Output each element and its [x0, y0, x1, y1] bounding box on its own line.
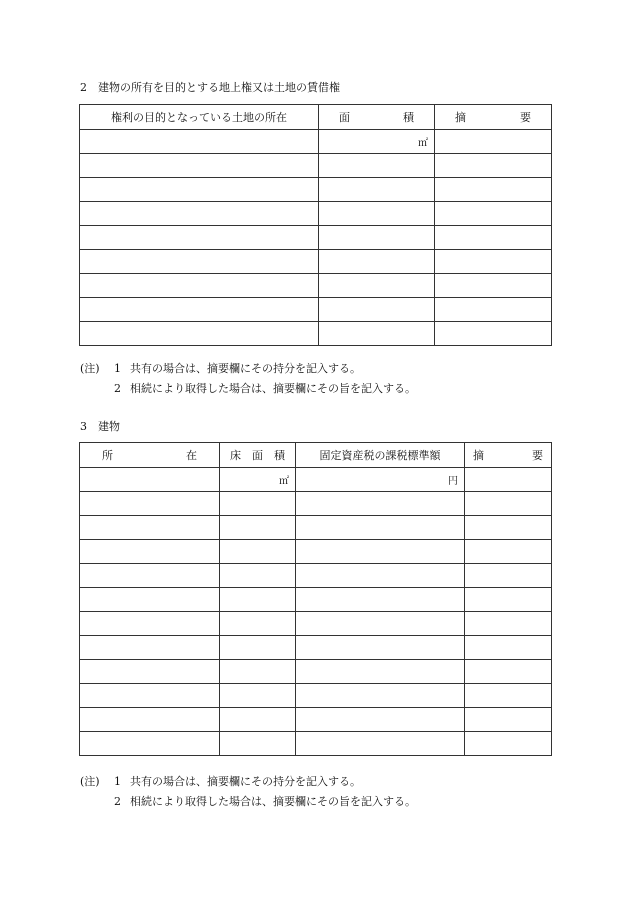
col-header-summary: [435, 105, 552, 130]
col-header-summary-part1: 摘: [455, 111, 466, 124]
col-header-summary-part1: 摘: [473, 449, 484, 462]
floor-area-cell[interactable]: [220, 516, 296, 540]
summary-cell[interactable]: [435, 298, 552, 322]
tax-value-cell[interactable]: [296, 540, 465, 564]
col-header-area-part1: 面: [339, 111, 350, 124]
floor-area-cell[interactable]: [220, 588, 296, 612]
summary-cell[interactable]: [465, 636, 552, 660]
location-cell[interactable]: [80, 202, 319, 226]
table-row: [80, 684, 552, 708]
summary-cell[interactable]: [465, 660, 552, 684]
location-cell[interactable]: [80, 154, 319, 178]
note-line: [80, 772, 416, 792]
tax-value-cell[interactable]: [296, 684, 465, 708]
area-cell[interactable]: [319, 298, 435, 322]
table-row: [80, 636, 552, 660]
building-table: [79, 442, 552, 756]
floor-area-cell[interactable]: [220, 612, 296, 636]
table-row: [80, 178, 552, 202]
area-cell[interactable]: [319, 322, 435, 346]
tax-value-cell[interactable]: [296, 588, 465, 612]
location-cell[interactable]: [80, 588, 220, 612]
section2-heading: 2 建物の所有を目的とする地上権又は土地の賃借権: [80, 81, 340, 94]
table-row: [80, 202, 552, 226]
location-cell[interactable]: [80, 708, 220, 732]
table-row: [80, 540, 552, 564]
note-text: 相続により取得した場合は、摘要欄にその旨を記入する。: [130, 382, 416, 395]
floor-area-cell[interactable]: [220, 732, 296, 756]
summary-cell[interactable]: [435, 154, 552, 178]
location-cell[interactable]: [80, 322, 319, 346]
tax-value-cell[interactable]: [296, 660, 465, 684]
tax-value-cell[interactable]: [296, 468, 465, 492]
area-cell[interactable]: [319, 274, 435, 298]
table-row: [80, 492, 552, 516]
col-header-summary-part2: 要: [532, 449, 543, 462]
area-unit-label: ㎡: [418, 138, 428, 149]
table-row: [80, 322, 552, 346]
area-cell[interactable]: [319, 202, 435, 226]
summary-cell[interactable]: [465, 588, 552, 612]
col-header-floor-area: 床 面 積: [220, 443, 296, 468]
note-text: 共有の場合は、摘要欄にその持分を記入する。: [130, 362, 361, 375]
table-row: [80, 250, 552, 274]
location-cell[interactable]: [80, 660, 220, 684]
summary-cell[interactable]: [435, 322, 552, 346]
table-row: [80, 732, 552, 756]
summary-cell[interactable]: [465, 564, 552, 588]
table-row: [80, 660, 552, 684]
summary-cell[interactable]: [465, 708, 552, 732]
summary-cell[interactable]: [435, 250, 552, 274]
table-header-row: [80, 443, 552, 468]
area-cell[interactable]: [319, 178, 435, 202]
note-number: 1: [114, 775, 121, 788]
area-unit-label: ㎡: [279, 476, 289, 487]
summary-cell[interactable]: [435, 130, 552, 154]
location-cell[interactable]: [80, 298, 319, 322]
location-cell[interactable]: [80, 516, 220, 540]
tax-value-cell[interactable]: [296, 492, 465, 516]
table-row: [80, 708, 552, 732]
col-header-area: [319, 105, 435, 130]
table-row: [80, 154, 552, 178]
tax-value-cell[interactable]: [296, 516, 465, 540]
col-header-summary-part2: 要: [520, 111, 531, 124]
tax-value-cell[interactable]: [296, 708, 465, 732]
table-row: [80, 298, 552, 322]
location-cell[interactable]: [80, 540, 220, 564]
col-header-location: 権利の目的となっている土地の所在: [80, 105, 319, 130]
floor-area-cell[interactable]: [220, 708, 296, 732]
summary-cell[interactable]: [435, 226, 552, 250]
location-cell[interactable]: [80, 468, 220, 492]
table-row: [80, 226, 552, 250]
table-row: [80, 468, 552, 492]
section2-notes: [80, 359, 416, 399]
table-row: [80, 564, 552, 588]
summary-cell[interactable]: [465, 492, 552, 516]
summary-cell[interactable]: [435, 178, 552, 202]
table-row: [80, 130, 552, 154]
area-cell[interactable]: [319, 154, 435, 178]
col-header-location-part2: 在: [186, 449, 197, 462]
land-rights-table: [79, 104, 552, 346]
summary-cell[interactable]: [465, 468, 552, 492]
tax-value-cell[interactable]: [296, 732, 465, 756]
tax-value-cell[interactable]: [296, 612, 465, 636]
note-line: [80, 379, 416, 399]
note-line: [80, 359, 416, 379]
floor-area-cell[interactable]: [220, 540, 296, 564]
location-cell[interactable]: [80, 612, 220, 636]
note-number: 1: [114, 362, 121, 375]
floor-area-cell[interactable]: [220, 468, 296, 492]
area-cell[interactable]: [319, 250, 435, 274]
floor-area-cell[interactable]: [220, 492, 296, 516]
note-mark: (注): [80, 362, 100, 375]
note-text: 相続により取得した場合は、摘要欄にその旨を記入する。: [130, 795, 416, 808]
location-cell[interactable]: [80, 250, 319, 274]
note-text: 共有の場合は、摘要欄にその持分を記入する。: [130, 775, 361, 788]
location-cell[interactable]: [80, 684, 220, 708]
note-number: 2: [114, 382, 121, 395]
col-header-summary: [465, 443, 552, 468]
floor-area-cell[interactable]: [220, 636, 296, 660]
section3-heading: 3 建物: [80, 420, 120, 433]
floor-area-cell[interactable]: [220, 684, 296, 708]
summary-cell[interactable]: [465, 612, 552, 636]
floor-area-cell[interactable]: [220, 564, 296, 588]
summary-cell[interactable]: [465, 684, 552, 708]
table-row: [80, 274, 552, 298]
summary-cell[interactable]: [435, 274, 552, 298]
summary-cell[interactable]: [465, 516, 552, 540]
summary-cell[interactable]: [465, 540, 552, 564]
yen-unit-label: 円: [448, 476, 458, 487]
tax-value-cell[interactable]: [296, 636, 465, 660]
summary-cell[interactable]: [435, 202, 552, 226]
area-cell[interactable]: [319, 226, 435, 250]
table-row: [80, 516, 552, 540]
location-cell[interactable]: [80, 732, 220, 756]
location-cell[interactable]: [80, 274, 319, 298]
table-header-row: [80, 105, 552, 130]
col-header-tax-value: 固定資産税の課税標準額: [296, 443, 465, 468]
location-cell[interactable]: [80, 636, 220, 660]
area-cell[interactable]: [319, 130, 435, 154]
table-row: [80, 612, 552, 636]
col-header-area-part2: 積: [403, 111, 414, 124]
location-cell[interactable]: [80, 178, 319, 202]
col-header-location-part1: 所: [102, 449, 113, 462]
floor-area-cell[interactable]: [220, 660, 296, 684]
note-mark: (注): [80, 775, 100, 788]
col-header-location: [80, 443, 220, 468]
note-line: [80, 792, 416, 812]
location-cell[interactable]: [80, 564, 220, 588]
location-cell[interactable]: [80, 130, 319, 154]
location-cell[interactable]: [80, 226, 319, 250]
section3-notes: [80, 772, 416, 812]
summary-cell[interactable]: [465, 732, 552, 756]
table-row: [80, 588, 552, 612]
note-number: 2: [114, 795, 121, 808]
tax-value-cell[interactable]: [296, 564, 465, 588]
location-cell[interactable]: [80, 492, 220, 516]
